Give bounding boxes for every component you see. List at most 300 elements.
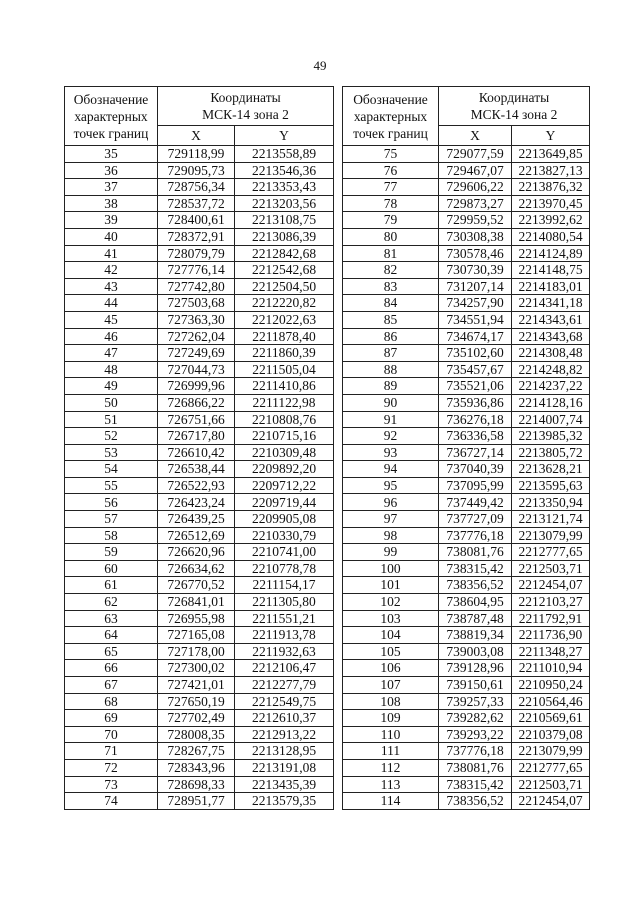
x-coordinate-cell: 728008,35 <box>158 726 235 743</box>
header-coords-line-2: МСК-14 зона 2 <box>470 107 558 122</box>
x-coordinate-cell: 738356,52 <box>439 793 512 810</box>
point-number-cell: 45 <box>65 311 158 328</box>
y-coordinate-cell: 2213350,94 <box>512 494 590 511</box>
y-coordinate-cell: 2212106,47 <box>235 660 334 677</box>
point-number-cell: 95 <box>343 477 439 494</box>
point-number-cell: 86 <box>343 328 439 345</box>
x-coordinate-cell: 739003,08 <box>439 643 512 660</box>
point-number-cell: 46 <box>65 328 158 345</box>
y-coordinate-cell: 2211505,04 <box>235 361 334 378</box>
table-row <box>343 245 590 262</box>
table-row <box>343 146 590 163</box>
point-number-cell: 78 <box>343 195 439 212</box>
y-coordinate-cell: 2212103,27 <box>512 594 590 611</box>
x-coordinate-cell: 726634,62 <box>158 560 235 577</box>
y-coordinate-cell: 2212777,65 <box>512 544 590 561</box>
x-coordinate-cell: 726999,96 <box>158 378 235 395</box>
point-number-cell: 42 <box>65 262 158 279</box>
table-row <box>65 162 334 179</box>
table-row <box>343 660 590 677</box>
point-number-cell: 113 <box>343 776 439 793</box>
y-coordinate-cell: 2213079,99 <box>512 527 590 544</box>
table-row <box>65 776 334 793</box>
point-number-cell: 73 <box>65 776 158 793</box>
x-coordinate-cell: 726522,93 <box>158 477 235 494</box>
x-coordinate-cell: 738315,42 <box>439 560 512 577</box>
x-coordinate-cell: 728267,75 <box>158 743 235 760</box>
header-label-line-3: точек границ <box>73 125 149 141</box>
point-number-cell: 92 <box>343 428 439 445</box>
table-row <box>65 228 334 245</box>
y-coordinate-cell: 2214237,22 <box>512 378 590 395</box>
point-number-cell: 99 <box>343 544 439 561</box>
y-coordinate-cell: 2212842,68 <box>235 245 334 262</box>
y-coordinate-cell: 2212504,50 <box>235 278 334 295</box>
x-coordinate-cell: 735457,67 <box>439 361 512 378</box>
y-coordinate-cell: 2212454,07 <box>512 793 590 810</box>
x-coordinate-cell: 727503,68 <box>158 295 235 312</box>
y-coordinate-cell: 2213121,74 <box>512 511 590 528</box>
y-coordinate-cell: 2214308,48 <box>512 345 590 362</box>
table-body-left <box>65 146 334 810</box>
table-row <box>343 560 590 577</box>
table-row <box>65 693 334 710</box>
table-row <box>343 643 590 660</box>
y-coordinate-cell: 2213970,45 <box>512 195 590 212</box>
column-header-point-label <box>65 87 158 146</box>
y-coordinate-cell: 2213805,72 <box>512 444 590 461</box>
x-coordinate-cell: 726955,98 <box>158 610 235 627</box>
point-number-cell: 111 <box>343 743 439 760</box>
x-coordinate-cell: 728372,91 <box>158 228 235 245</box>
y-coordinate-cell: 2212503,71 <box>512 776 590 793</box>
point-number-cell: 63 <box>65 610 158 627</box>
y-coordinate-cell: 2214124,89 <box>512 245 590 262</box>
point-number-cell: 68 <box>65 693 158 710</box>
point-number-cell: 47 <box>65 345 158 362</box>
x-coordinate-cell: 726610,42 <box>158 444 235 461</box>
point-number-cell: 79 <box>343 212 439 229</box>
y-coordinate-cell: 2212777,65 <box>512 759 590 776</box>
table-row <box>343 428 590 445</box>
y-coordinate-cell: 2214341,18 <box>512 295 590 312</box>
x-coordinate-cell: 738356,52 <box>439 577 512 594</box>
y-coordinate-cell: 2209892,20 <box>235 461 334 478</box>
y-coordinate-cell: 2210778,78 <box>235 560 334 577</box>
table-row <box>343 693 590 710</box>
point-number-cell: 109 <box>343 710 439 727</box>
y-coordinate-cell: 2213649,85 <box>512 146 590 163</box>
x-coordinate-cell: 727421,01 <box>158 677 235 694</box>
y-coordinate-cell: 2213579,35 <box>235 793 334 810</box>
table-row <box>343 262 590 279</box>
table-row <box>343 527 590 544</box>
y-coordinate-cell: 2213558,89 <box>235 146 334 163</box>
point-number-cell: 53 <box>65 444 158 461</box>
x-coordinate-cell: 726538,44 <box>158 461 235 478</box>
y-coordinate-cell: 2212503,71 <box>512 560 590 577</box>
y-coordinate-cell: 2211410,86 <box>235 378 334 395</box>
y-coordinate-cell: 2213079,99 <box>512 743 590 760</box>
table-row <box>343 278 590 295</box>
table-body-right <box>343 146 590 810</box>
x-coordinate-cell: 727702,49 <box>158 710 235 727</box>
x-coordinate-cell: 738604,95 <box>439 594 512 611</box>
y-coordinate-cell: 2210569,61 <box>512 710 590 727</box>
y-coordinate-cell: 2213628,21 <box>512 461 590 478</box>
x-coordinate-cell: 729606,22 <box>439 179 512 196</box>
table-row <box>343 311 590 328</box>
point-number-cell: 84 <box>343 295 439 312</box>
point-number-cell: 60 <box>65 560 158 577</box>
point-number-cell: 88 <box>343 361 439 378</box>
x-coordinate-cell: 728537,72 <box>158 195 235 212</box>
table-row <box>65 411 334 428</box>
point-number-cell: 36 <box>65 162 158 179</box>
x-coordinate-cell: 727363,30 <box>158 311 235 328</box>
x-coordinate-cell: 728343,96 <box>158 759 235 776</box>
y-coordinate-cell: 2214343,68 <box>512 328 590 345</box>
table-row <box>65 378 334 395</box>
y-coordinate-cell: 2213203,56 <box>235 195 334 212</box>
table-row <box>343 726 590 743</box>
x-coordinate-cell: 739128,96 <box>439 660 512 677</box>
y-coordinate-cell: 2211122,98 <box>235 394 334 411</box>
point-number-cell: 82 <box>343 262 439 279</box>
y-coordinate-cell: 2212913,22 <box>235 726 334 743</box>
y-coordinate-cell: 2213191,08 <box>235 759 334 776</box>
table-row <box>65 494 334 511</box>
table-row <box>65 328 334 345</box>
y-coordinate-cell: 2212542,68 <box>235 262 334 279</box>
column-header-coordinates <box>439 87 590 126</box>
point-number-cell: 100 <box>343 560 439 577</box>
point-number-cell: 91 <box>343 411 439 428</box>
table-row <box>343 494 590 511</box>
table-row <box>343 228 590 245</box>
table-row <box>65 179 334 196</box>
header-label-line-1: Обозначение <box>73 91 149 107</box>
header-label-line-2: характерных <box>74 108 148 124</box>
x-coordinate-cell: 735936,86 <box>439 394 512 411</box>
table-row <box>65 710 334 727</box>
header-label-line-2: характерных <box>353 108 428 124</box>
y-coordinate-cell: 2211305,80 <box>235 594 334 611</box>
column-header-y: Y <box>512 126 590 146</box>
y-coordinate-cell: 2209719,44 <box>235 494 334 511</box>
point-number-cell: 90 <box>343 394 439 411</box>
table-row <box>65 527 334 544</box>
y-coordinate-cell: 2213992,62 <box>512 212 590 229</box>
y-coordinate-cell: 2213435,39 <box>235 776 334 793</box>
point-number-cell: 98 <box>343 527 439 544</box>
y-coordinate-cell: 2213086,39 <box>235 228 334 245</box>
x-coordinate-cell: 727178,00 <box>158 643 235 660</box>
point-number-cell: 40 <box>65 228 158 245</box>
x-coordinate-cell: 726841,01 <box>158 594 235 611</box>
y-coordinate-cell: 2213876,32 <box>512 179 590 196</box>
y-coordinate-cell: 2214128,16 <box>512 394 590 411</box>
table-row <box>65 544 334 561</box>
header-coords-line-2: МСК-14 зона 2 <box>202 107 289 122</box>
point-number-cell: 43 <box>65 278 158 295</box>
x-coordinate-cell: 734257,90 <box>439 295 512 312</box>
point-number-cell: 65 <box>65 643 158 660</box>
y-coordinate-cell: 2214343,61 <box>512 311 590 328</box>
x-coordinate-cell: 728698,33 <box>158 776 235 793</box>
point-number-cell: 39 <box>65 212 158 229</box>
x-coordinate-cell: 728400,61 <box>158 212 235 229</box>
table-row <box>65 461 334 478</box>
point-number-cell: 85 <box>343 311 439 328</box>
y-coordinate-cell: 2211932,63 <box>235 643 334 660</box>
point-number-cell: 114 <box>343 793 439 810</box>
y-coordinate-cell: 2211860,39 <box>235 345 334 362</box>
y-coordinate-cell: 2211154,17 <box>235 577 334 594</box>
point-number-cell: 58 <box>65 527 158 544</box>
table-row <box>65 759 334 776</box>
x-coordinate-cell: 728079,79 <box>158 245 235 262</box>
table-row <box>343 394 590 411</box>
point-number-cell: 96 <box>343 494 439 511</box>
table-row <box>65 793 334 810</box>
point-number-cell: 62 <box>65 594 158 611</box>
point-number-cell: 74 <box>65 793 158 810</box>
point-number-cell: 56 <box>65 494 158 511</box>
y-coordinate-cell: 2212277,79 <box>235 677 334 694</box>
point-number-cell: 108 <box>343 693 439 710</box>
point-number-cell: 106 <box>343 660 439 677</box>
header-coords-line-1: Координаты <box>210 90 281 105</box>
table-row <box>343 544 590 561</box>
table-row <box>343 776 590 793</box>
x-coordinate-cell: 727044,73 <box>158 361 235 378</box>
point-number-cell: 97 <box>343 511 439 528</box>
x-coordinate-cell: 727742,80 <box>158 278 235 295</box>
table-row <box>343 212 590 229</box>
header-label-line-1: Обозначение <box>353 91 428 107</box>
point-number-cell: 81 <box>343 245 439 262</box>
x-coordinate-cell: 734551,94 <box>439 311 512 328</box>
table-row <box>65 643 334 660</box>
x-coordinate-cell: 729077,59 <box>439 146 512 163</box>
point-number-cell: 104 <box>343 627 439 644</box>
x-coordinate-cell: 729873,27 <box>439 195 512 212</box>
table-row <box>65 726 334 743</box>
x-coordinate-cell: 727249,69 <box>158 345 235 362</box>
table-row <box>343 677 590 694</box>
table-row <box>65 245 334 262</box>
table-row <box>65 743 334 760</box>
point-number-cell: 50 <box>65 394 158 411</box>
table-row <box>343 328 590 345</box>
column-header-point-label <box>343 87 439 146</box>
y-coordinate-cell: 2213985,32 <box>512 428 590 445</box>
y-coordinate-cell: 2212022,63 <box>235 311 334 328</box>
x-coordinate-cell: 735521,06 <box>439 378 512 395</box>
table-row <box>65 146 334 163</box>
y-coordinate-cell: 2212454,07 <box>512 577 590 594</box>
table-row <box>65 560 334 577</box>
table-row <box>343 594 590 611</box>
x-coordinate-cell: 739293,22 <box>439 726 512 743</box>
column-header-coordinates <box>158 87 334 126</box>
point-number-cell: 48 <box>65 361 158 378</box>
x-coordinate-cell: 729118,99 <box>158 146 235 163</box>
header-label-line-3: точек границ <box>353 125 428 141</box>
point-number-cell: 101 <box>343 577 439 594</box>
x-coordinate-cell: 737727,09 <box>439 511 512 528</box>
y-coordinate-cell: 2213128,95 <box>235 743 334 760</box>
table-row <box>343 710 590 727</box>
y-coordinate-cell: 2210309,48 <box>235 444 334 461</box>
y-coordinate-cell: 2209905,08 <box>235 511 334 528</box>
x-coordinate-cell: 738081,76 <box>439 759 512 776</box>
y-coordinate-cell: 2214148,75 <box>512 262 590 279</box>
table-row <box>343 793 590 810</box>
y-coordinate-cell: 2210741,00 <box>235 544 334 561</box>
y-coordinate-cell: 2210379,08 <box>512 726 590 743</box>
point-number-cell: 69 <box>65 710 158 727</box>
x-coordinate-cell: 737449,42 <box>439 494 512 511</box>
point-number-cell: 67 <box>65 677 158 694</box>
y-coordinate-cell: 2212610,37 <box>235 710 334 727</box>
table-row <box>65 195 334 212</box>
x-coordinate-cell: 729467,07 <box>439 162 512 179</box>
point-number-cell: 105 <box>343 643 439 660</box>
table-row <box>343 295 590 312</box>
y-coordinate-cell: 2213546,36 <box>235 162 334 179</box>
header-coords-line-1: Координаты <box>478 90 550 105</box>
table-row <box>65 361 334 378</box>
x-coordinate-cell: 738819,34 <box>439 627 512 644</box>
x-coordinate-cell: 726866,22 <box>158 394 235 411</box>
page-number: 49 <box>313 58 327 73</box>
table-row <box>65 394 334 411</box>
y-coordinate-cell: 2211551,21 <box>235 610 334 627</box>
table-row <box>65 511 334 528</box>
y-coordinate-cell: 2214183,01 <box>512 278 590 295</box>
table-row <box>343 345 590 362</box>
point-number-cell: 110 <box>343 726 439 743</box>
point-number-cell: 75 <box>343 146 439 163</box>
table-row <box>343 743 590 760</box>
point-number-cell: 51 <box>65 411 158 428</box>
x-coordinate-cell: 727262,04 <box>158 328 235 345</box>
x-coordinate-cell: 726770,52 <box>158 577 235 594</box>
table-row <box>65 428 334 445</box>
x-coordinate-cell: 734674,17 <box>439 328 512 345</box>
point-number-cell: 72 <box>65 759 158 776</box>
table-row <box>65 311 334 328</box>
table-row <box>343 411 590 428</box>
column-header-y: Y <box>235 126 334 146</box>
table-row <box>343 577 590 594</box>
point-number-cell: 83 <box>343 278 439 295</box>
y-coordinate-cell: 2212549,75 <box>235 693 334 710</box>
x-coordinate-cell: 726620,96 <box>158 544 235 561</box>
table-row <box>343 162 590 179</box>
table-row <box>65 610 334 627</box>
y-coordinate-cell: 2212220,82 <box>235 295 334 312</box>
y-coordinate-cell: 2213353,43 <box>235 179 334 196</box>
x-coordinate-cell: 739282,62 <box>439 710 512 727</box>
point-number-cell: 77 <box>343 179 439 196</box>
table-row <box>343 444 590 461</box>
x-coordinate-cell: 737040,39 <box>439 461 512 478</box>
x-coordinate-cell: 738081,76 <box>439 544 512 561</box>
x-coordinate-cell: 730730,39 <box>439 262 512 279</box>
x-coordinate-cell: 739257,33 <box>439 693 512 710</box>
table-row <box>343 477 590 494</box>
point-number-cell: 93 <box>343 444 439 461</box>
y-coordinate-cell: 2213827,13 <box>512 162 590 179</box>
table-row <box>65 262 334 279</box>
point-number-cell: 87 <box>343 345 439 362</box>
x-coordinate-cell: 738315,42 <box>439 776 512 793</box>
point-number-cell: 112 <box>343 759 439 776</box>
point-number-cell: 94 <box>343 461 439 478</box>
y-coordinate-cell: 2213108,75 <box>235 212 334 229</box>
y-coordinate-cell: 2209712,22 <box>235 477 334 494</box>
point-number-cell: 80 <box>343 228 439 245</box>
x-coordinate-cell: 727650,19 <box>158 693 235 710</box>
x-coordinate-cell: 737776,18 <box>439 743 512 760</box>
table-row <box>343 195 590 212</box>
y-coordinate-cell: 2213595,63 <box>512 477 590 494</box>
table-row <box>343 378 590 395</box>
y-coordinate-cell: 2214248,82 <box>512 361 590 378</box>
y-coordinate-cell: 2211913,78 <box>235 627 334 644</box>
y-coordinate-cell: 2210808,76 <box>235 411 334 428</box>
x-coordinate-cell: 726512,69 <box>158 527 235 544</box>
y-coordinate-cell: 2211348,27 <box>512 643 590 660</box>
x-coordinate-cell: 728756,34 <box>158 179 235 196</box>
point-number-cell: 76 <box>343 162 439 179</box>
x-coordinate-cell: 727165,08 <box>158 627 235 644</box>
x-coordinate-cell: 728951,77 <box>158 793 235 810</box>
x-coordinate-cell: 738787,48 <box>439 610 512 627</box>
table-row <box>343 610 590 627</box>
x-coordinate-cell: 737095,99 <box>439 477 512 494</box>
point-number-cell: 107 <box>343 677 439 694</box>
x-coordinate-cell: 736336,58 <box>439 428 512 445</box>
y-coordinate-cell: 2210950,24 <box>512 677 590 694</box>
table-row <box>65 477 334 494</box>
x-coordinate-cell: 726717,80 <box>158 428 235 445</box>
point-number-cell: 52 <box>65 428 158 445</box>
point-number-cell: 89 <box>343 378 439 395</box>
table-row <box>343 511 590 528</box>
x-coordinate-cell: 726423,24 <box>158 494 235 511</box>
point-number-cell: 71 <box>65 743 158 760</box>
point-number-cell: 61 <box>65 577 158 594</box>
point-number-cell: 102 <box>343 594 439 611</box>
table-row <box>65 594 334 611</box>
column-header-x: X <box>439 126 512 146</box>
point-number-cell: 59 <box>65 544 158 561</box>
x-coordinate-cell: 739150,61 <box>439 677 512 694</box>
table-row <box>343 461 590 478</box>
point-number-cell: 54 <box>65 461 158 478</box>
x-coordinate-cell: 729959,52 <box>439 212 512 229</box>
point-number-cell: 41 <box>65 245 158 262</box>
table-row <box>65 295 334 312</box>
x-coordinate-cell: 727300,02 <box>158 660 235 677</box>
table-row <box>65 660 334 677</box>
point-number-cell: 35 <box>65 146 158 163</box>
x-coordinate-cell: 737776,18 <box>439 527 512 544</box>
